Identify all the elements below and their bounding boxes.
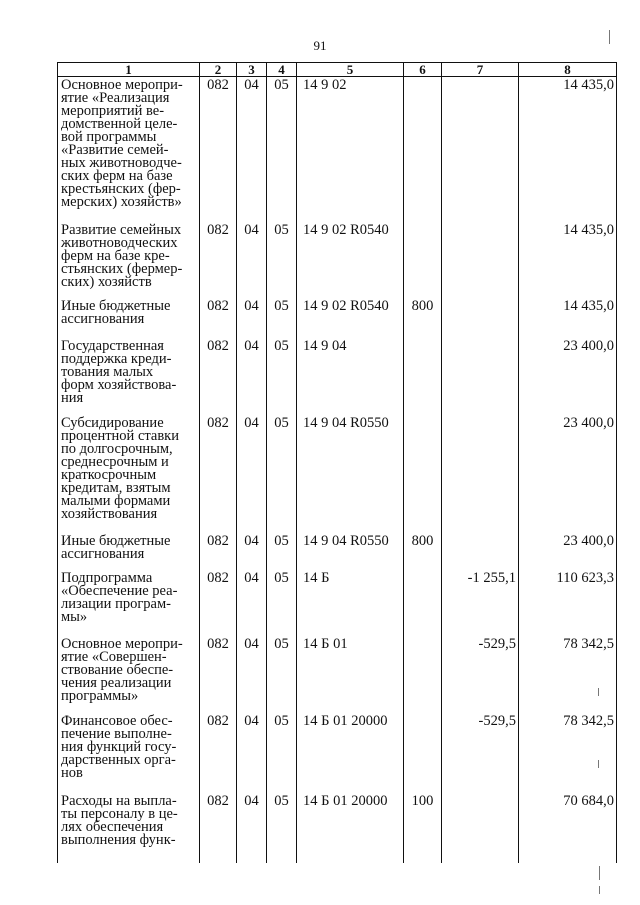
row-name-line: по долгосрочным, — [61, 440, 173, 457]
table-row — [58, 713, 617, 793]
row-name-line: чения реализации — [61, 674, 172, 691]
cell-expense-type: 800 — [404, 298, 442, 338]
cell-target-article: 14 9 02 R0540 — [297, 222, 404, 298]
row-name-line: программы» — [61, 687, 139, 704]
column-header: 5 — [297, 63, 404, 77]
scan-mark — [599, 866, 600, 880]
row-name — [58, 338, 200, 415]
cell-target-article: 14 Б 01 20000 — [297, 713, 404, 793]
cell-subsection: 05 — [267, 415, 297, 533]
table-body — [58, 77, 617, 863]
budget-table — [57, 62, 617, 863]
row-name — [58, 713, 200, 793]
row-name-line: ты персоналу в це- — [61, 805, 178, 822]
row-name-line: печение выполне- — [61, 725, 172, 742]
row-name-line: Подпрограмма — [61, 569, 153, 586]
cell-total: 110 623,3 — [519, 570, 617, 636]
row-name — [58, 298, 200, 338]
row-name — [58, 415, 200, 533]
cell-target-article: 14 9 02 — [297, 77, 404, 222]
cell-grbs: 082 — [200, 570, 237, 636]
row-name-line: «Развитие семей- — [61, 142, 169, 158]
cell-total: 14 435,0 — [519, 77, 617, 222]
cell-change — [442, 77, 519, 222]
cell-total: 23 400,0 — [519, 533, 617, 570]
row-name-line: процентной ставки — [61, 427, 179, 444]
cell-grbs: 082 — [200, 222, 237, 298]
cell-change — [442, 222, 519, 298]
table-row — [58, 298, 617, 338]
cell-change: -529,5 — [442, 636, 519, 713]
row-name-line: стьянских (фермер- — [61, 260, 183, 277]
cell-section: 04 — [237, 533, 267, 570]
cell-change — [442, 533, 519, 570]
row-name-line: ствование обеспе- — [61, 661, 174, 678]
row-name-line: Иные бюджетные — [61, 532, 171, 549]
cell-subsection: 05 — [267, 533, 297, 570]
cell-total: 14 435,0 — [519, 222, 617, 298]
cell-target-article: 14 Б 01 20000 — [297, 793, 404, 863]
cell-grbs: 082 — [200, 636, 237, 713]
row-name — [58, 533, 200, 570]
row-name-line: дарственных орга- — [61, 751, 176, 768]
cell-expense-type — [404, 415, 442, 533]
row-name — [58, 222, 200, 298]
header-row — [58, 63, 617, 77]
table-row — [58, 793, 617, 863]
cell-expense-type — [404, 222, 442, 298]
table-row — [58, 533, 617, 570]
cell-expense-type — [404, 338, 442, 415]
cell-total: 70 684,0 — [519, 793, 617, 863]
row-name-line: хозяйствования — [61, 505, 158, 522]
cell-change — [442, 338, 519, 415]
row-name-line: выполнения функ- — [61, 831, 176, 848]
scan-mark — [599, 886, 600, 894]
cell-grbs: 082 — [200, 415, 237, 533]
row-name — [58, 570, 200, 636]
cell-change — [442, 793, 519, 863]
row-name-line: крестьянских (фер- — [61, 181, 181, 197]
row-name-line: ятие «Реализация — [61, 90, 170, 106]
row-name-line: ния — [61, 389, 84, 406]
cell-target-article: 14 9 04 R0550 — [297, 533, 404, 570]
cell-section: 04 — [237, 415, 267, 533]
page-number: 91 — [313, 38, 327, 53]
cell-section: 04 — [237, 77, 267, 222]
row-name-line: Государственная — [61, 337, 164, 354]
table-row — [58, 222, 617, 298]
cell-section: 04 — [237, 713, 267, 793]
row-name-line: Развитие семейных — [61, 221, 182, 238]
cell-grbs: 082 — [200, 713, 237, 793]
cell-grbs: 082 — [200, 533, 237, 570]
row-name-line: мерских) хозяйств» — [61, 194, 182, 210]
row-name-line: домственной целе- — [61, 116, 178, 132]
row-name-line: Финансовое обес- — [61, 712, 173, 729]
column-header: 2 — [200, 63, 237, 77]
row-name-line: тования малых — [61, 363, 154, 380]
row-name — [58, 77, 200, 222]
cell-target-article: 14 9 04 — [297, 338, 404, 415]
row-name-line: ферм на базе кре- — [61, 247, 170, 264]
cell-target-article: 14 9 04 R0550 — [297, 415, 404, 533]
cell-section: 04 — [237, 636, 267, 713]
row-name-line: нов — [61, 764, 83, 781]
cell-change — [442, 298, 519, 338]
row-name-line: малыми формами — [61, 492, 171, 509]
column-header: 1 — [58, 63, 200, 77]
table-row — [58, 77, 617, 222]
cell-total: 78 342,5 — [519, 713, 617, 793]
row-name-line: «Обеспечение реа- — [61, 582, 178, 599]
row-name-line: краткосрочным — [61, 466, 157, 483]
row-name-line: поддержка креди- — [61, 350, 172, 367]
table-row — [58, 415, 617, 533]
row-name-line: лизации програм- — [61, 595, 171, 612]
row-name-line: Иные бюджетные — [61, 297, 171, 314]
cell-target-article: 14 Б 01 — [297, 636, 404, 713]
cell-total: 14 435,0 — [519, 298, 617, 338]
row-name-line: ятие «Совершен- — [61, 648, 167, 665]
cell-expense-type — [404, 570, 442, 636]
row-name-line: животноводческих — [61, 234, 178, 251]
row-name-line: форм хозяйствова- — [61, 376, 177, 393]
cell-subsection: 05 — [267, 636, 297, 713]
row-name-line: мероприятий ве- — [61, 103, 165, 119]
cell-subsection: 05 — [267, 793, 297, 863]
cell-expense-type: 800 — [404, 533, 442, 570]
column-header: 7 — [442, 63, 519, 77]
cell-subsection: 05 — [267, 338, 297, 415]
cell-section: 04 — [237, 298, 267, 338]
cell-expense-type — [404, 77, 442, 222]
cell-subsection: 05 — [267, 222, 297, 298]
table-row — [58, 338, 617, 415]
row-name-line: ских ферм на базе — [61, 168, 173, 184]
row-name — [58, 636, 200, 713]
row-name-line: вой программы — [61, 129, 157, 145]
cell-change: -529,5 — [442, 713, 519, 793]
row-name-line: среднесрочным и — [61, 453, 169, 470]
scan-mark — [598, 760, 599, 768]
cell-grbs: 082 — [200, 338, 237, 415]
cell-change: -1 255,1 — [442, 570, 519, 636]
cell-expense-type: 100 — [404, 793, 442, 863]
row-name-line: лях обеспечения — [61, 818, 164, 835]
column-header: 4 — [267, 63, 297, 77]
cell-section: 04 — [237, 793, 267, 863]
cell-grbs: 082 — [200, 298, 237, 338]
row-name-line: ния функций госу- — [61, 738, 177, 755]
cell-total: 23 400,0 — [519, 338, 617, 415]
row-name-line: ассигнования — [61, 310, 145, 327]
cell-total: 78 342,5 — [519, 636, 617, 713]
cell-section: 04 — [237, 570, 267, 636]
scan-mark — [598, 688, 599, 696]
cell-subsection: 05 — [267, 77, 297, 222]
row-name-line: мы» — [61, 608, 88, 625]
column-header: 8 — [519, 63, 617, 77]
row-name-line: Основное меропри- — [61, 635, 183, 652]
row-name-line: Основное меропри- — [61, 77, 183, 93]
row-name-line: кредитам, взятым — [61, 479, 171, 496]
cell-change — [442, 415, 519, 533]
cell-subsection: 05 — [267, 713, 297, 793]
cell-expense-type — [404, 713, 442, 793]
scan-mark — [609, 30, 610, 44]
row-name-line: ских) хозяйств — [61, 273, 152, 290]
row-name-line: ассигнования — [61, 545, 145, 562]
cell-subsection: 05 — [267, 570, 297, 636]
cell-section: 04 — [237, 222, 267, 298]
row-name — [58, 793, 200, 863]
cell-total: 23 400,0 — [519, 415, 617, 533]
cell-grbs: 082 — [200, 77, 237, 222]
table-row — [58, 570, 617, 636]
row-name-line: ных животноводче- — [61, 155, 182, 171]
column-header: 3 — [237, 63, 267, 77]
cell-grbs: 082 — [200, 793, 237, 863]
row-name-line: Расходы на выпла- — [61, 792, 177, 809]
row-name-line: Субсидирование — [61, 414, 164, 431]
table-row — [58, 636, 617, 713]
cell-section: 04 — [237, 338, 267, 415]
cell-target-article: 14 Б — [297, 570, 404, 636]
column-header: 6 — [404, 63, 442, 77]
cell-subsection: 05 — [267, 298, 297, 338]
cell-target-article: 14 9 02 R0540 — [297, 298, 404, 338]
cell-expense-type — [404, 636, 442, 713]
